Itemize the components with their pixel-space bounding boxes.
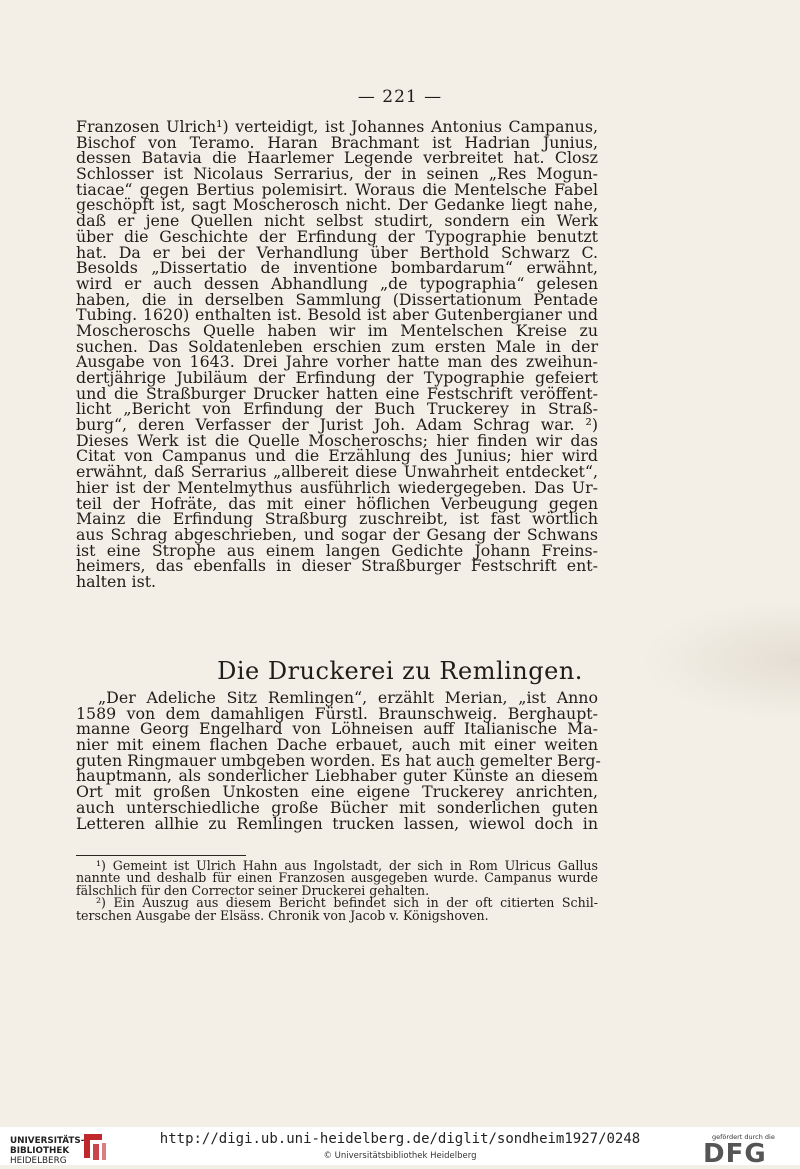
text-line: Letteren allhie zu Remlingen trucken lassen, wiewol doch in — [76, 813, 598, 833]
text-line: dessen Batavia die Haarlemer Legende verbreitet hat. Closz — [76, 148, 598, 168]
text-line: „Der Adeliche Sitz Remlingen“, erzählt Merian, „ist Anno — [98, 688, 598, 707]
text-line: Moscheroschs Quelle haben wir im Mentelschen Kreise zu — [76, 320, 598, 340]
footnotes — [76, 860, 598, 922]
text-line: Bischof von Teramo. Haran Brachmant ist Hadrian Junius, — [76, 132, 598, 152]
text-line: Dieses Werk ist die Quelle Moscheroschs; hier finden wir das — [76, 430, 598, 450]
viewer-footer — [0, 1127, 800, 1169]
text-line: Citat von Campanus und die Erzählung des Junius; hier wird — [76, 446, 598, 466]
text-line: daß er jene Quellen nicht selbst studirt, sondern ein Werk — [76, 211, 598, 231]
footnote-line: nannte und deshalb für einen Franzosen ausgegeben wurde. Campanus wurde — [76, 870, 598, 886]
copyright-text: © Universitätsbibliothek Heidelberg — [323, 1151, 477, 1161]
text-line: tiacae“ gegen Bertius polemisirt. Woraus die Mentelsche Fabel — [76, 179, 598, 199]
text-line: Schlosser ist Nicolaus Serrarius, der in seinen „Res Mogun- — [76, 164, 598, 184]
funding-label: gefördert durch die — [712, 1133, 775, 1141]
footnote-divider — [76, 855, 246, 856]
section-heading: Die Druckerei zu Remlingen. — [217, 657, 583, 685]
text-line: hauptmann, als sonderlicher Liebhaber guter Künste an diesem — [76, 766, 598, 786]
text-line: Tubing. 1620) enthalten ist. Besold ist aber Gutenbergianer und — [76, 305, 598, 325]
footnote-line: ¹) Gemeint ist Ulrich Hahn aus Ingolstadt, der sich in Rom Ulricus Gallus — [96, 858, 598, 873]
text-line: Franzosen Ulrich¹) verteidigt, ist Johannes Antonius Campanus, — [76, 117, 598, 136]
text-line: geschöpft ist, sagt Moscherosch nicht. Der Gedanke liegt nahe, — [76, 195, 598, 215]
page-number: — 221 — — [357, 87, 443, 107]
text-line: erwähnt, daß Serrarius „allbereit diese Unwahrheit entdecket“, — [76, 462, 598, 482]
text-line: und die Straßburger Drucker hatten eine Festschrift veröffent- — [76, 383, 598, 403]
footnote-line: fälschlich für den Corrector seiner Druckerei gehalten. — [76, 882, 430, 898]
main-text — [76, 119, 598, 590]
footnote-line: ²) Ein Auszug aus diesem Bericht befindet sich in der oft citierten Schil- — [96, 895, 598, 911]
text-line: guten Ringmauer umbgeben worden. Es hat auch gemelter Berg- — [76, 750, 601, 770]
dfg-logo: DFG — [703, 1139, 767, 1169]
text-line: hier ist der Mentelmythus ausführlich wiedergegeben. Das Ur- — [76, 477, 598, 497]
text-line: Besolds „Dissertatio de inventione bombardarum“ erwähnt, — [76, 258, 598, 278]
text-line: ist eine Strophe aus einem langen Gedichte Johann Freins- — [76, 540, 598, 560]
text-line: dertjährige Jubiläum der Erfindung der Typographie gefeiert — [76, 368, 598, 387]
text-line: auch unterschiedliche große Bücher mit sonderlichen guten — [76, 797, 598, 817]
text-line: teil der Hofräte, das mit einer höflichen Verbeugung gegen — [76, 493, 598, 513]
text-line: aus Schrag abgeschrieben, und sogar der Gesang der Schwans — [76, 524, 598, 544]
permalink-url[interactable]: http://digi.ub.uni-heidelberg.de/diglit/sondheim1927/0248 — [159, 1131, 641, 1147]
text-line: Ausgabe von 1643. Drei Jahre vorher hatte man des zweihun- — [76, 352, 598, 372]
text-line: licht „Bericht von Erfindung der Buch Truckerey in Straß- — [76, 399, 598, 419]
text-line: hat. Da er bei der Verhandlung über Berthold Schwarz C. — [76, 242, 598, 262]
text-line: 1589 von dem damahligen Fürstl. Braunschweig. Berghaupt- — [76, 703, 598, 723]
library-name-line: BIBLIOTHEK — [10, 1146, 70, 1157]
text-line: nier mit einem flachen Dache erbauet, auch mit einer weiten — [76, 735, 598, 755]
text-line: über die Geschichte der Erfindung der Typographie benutzt — [76, 226, 598, 246]
text-line: haben, die in derselben Sammlung (Dissertationum Pentade — [76, 289, 598, 309]
text-line: halten ist. — [76, 571, 157, 591]
text-line: Mainz die Erfindung Straßburg zuschreibt, ist fast wörtlich — [76, 509, 598, 529]
footnote-line: terschen Ausgabe der Elsäss. Chronik von Jacob v. Königshoven. — [76, 907, 489, 923]
text-line: heimers, das ebenfalls in dieser Straßburger Festschrift ent- — [76, 556, 598, 576]
text-line: burg“, deren Verfasser der Jurist Joh. Adam Schrag war. ²) — [76, 415, 598, 435]
text-line: Ort mit großen Unkosten eine eigene Truckerey anrichten, — [76, 782, 598, 802]
text-line: manne Georg Engelhard von Löhneisen auff Italianische Ma- — [76, 719, 598, 739]
library-name-line: UNIVERSITÄTS- — [10, 1136, 85, 1146]
section-text — [76, 688, 601, 833]
library-name-line: HEIDELBERG — [10, 1156, 67, 1167]
text-line: suchen. Das Soldatenleben erschien zum ersten Male in der — [76, 336, 598, 356]
text-line: wird er auch dessen Abhandlung „de typographia“ gelesen — [76, 273, 598, 293]
